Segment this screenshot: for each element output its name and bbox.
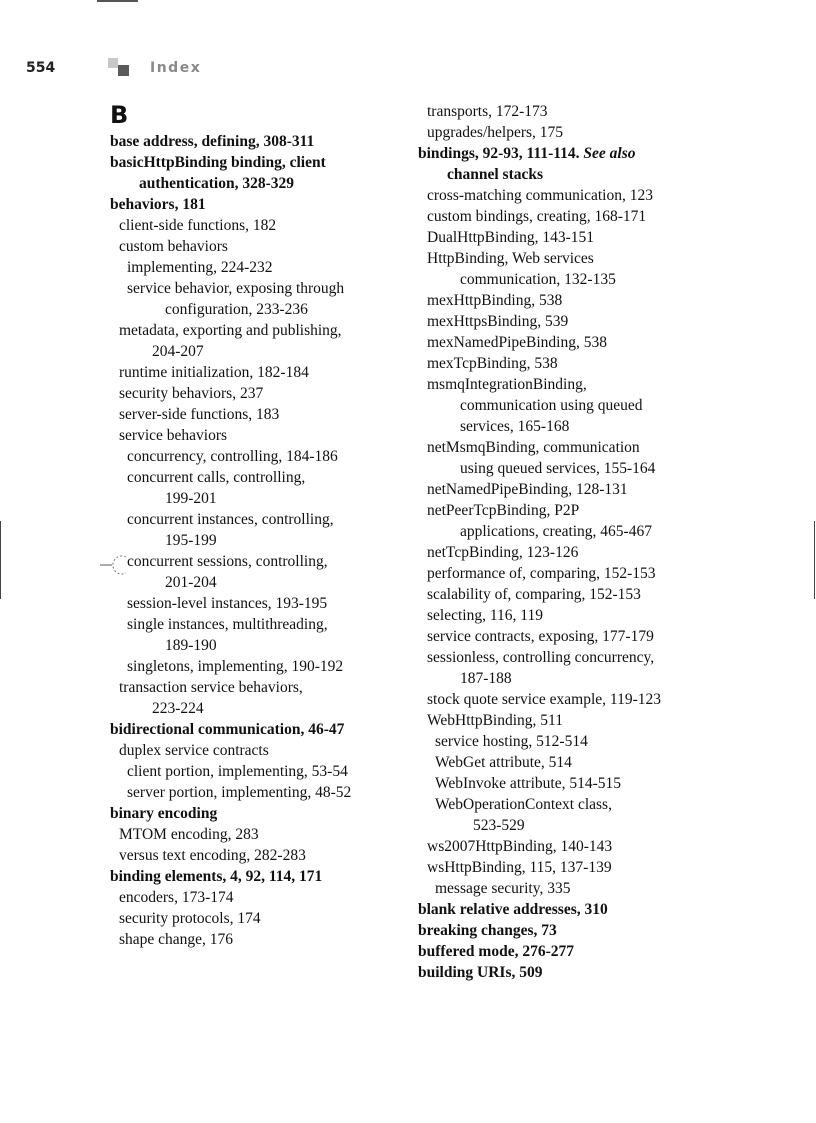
- index-entry: [418, 164, 718, 185]
- index-entry: [418, 899, 718, 920]
- right-entry-list: [418, 101, 718, 983]
- index-entry: [110, 425, 410, 446]
- index-entry-text: mexHttpBinding, 538: [427, 292, 563, 309]
- index-entry-text: 187-188: [460, 670, 512, 687]
- index-entry-text: custom bindings, creating, 168-171: [427, 208, 647, 225]
- page-number: 554: [26, 60, 56, 76]
- index-entry-text: wsHttpBinding, 115, 137-139: [427, 859, 612, 876]
- index-column-left: [110, 100, 410, 950]
- index-entry: [110, 236, 410, 257]
- right-margin-tick: [814, 521, 815, 599]
- index-entry-text: base address, defining, 308-311: [110, 133, 315, 150]
- running-header: [0, 58, 816, 80]
- index-column-right: [418, 101, 718, 983]
- index-entry-text: binding elements, 4, 92, 114, 171: [110, 868, 323, 885]
- index-entry-text: mexTcpBinding, 538: [427, 355, 558, 372]
- index-entry: [418, 731, 718, 752]
- index-entry: [418, 689, 718, 710]
- index-entry: [418, 206, 718, 227]
- index-entry-text: building URIs, 509: [418, 964, 543, 981]
- index-entry: [110, 362, 410, 383]
- index-entry: [110, 698, 410, 719]
- index-entry: [110, 509, 410, 530]
- index-entry: [418, 878, 718, 899]
- index-entry-text: concurrency, controlling, 184-186: [127, 448, 338, 465]
- index-entry-text: encoders, 173-174: [119, 889, 234, 906]
- header-title: Index: [150, 60, 202, 76]
- index-entry-text: cross-matching communication, 123: [427, 187, 653, 204]
- index-entry-text: security protocols, 174: [119, 910, 261, 927]
- index-entry: [418, 941, 718, 962]
- index-entry-text: buffered mode, 276-277: [418, 943, 574, 960]
- index-entry: [418, 227, 718, 248]
- index-entry-text: concurrent calls, controlling,: [127, 469, 306, 486]
- index-entry: [418, 773, 718, 794]
- see-also-reference: See also: [579, 145, 636, 162]
- index-entry-text: ws2007HttpBinding, 140-143: [427, 838, 613, 855]
- index-entry: [110, 593, 410, 614]
- index-entry: [418, 416, 718, 437]
- index-entry: [110, 173, 410, 194]
- index-entry-text: WebHttpBinding, 511: [427, 712, 563, 729]
- index-entry-text: 201-204: [165, 574, 217, 591]
- index-entry-text: shape change, 176: [119, 931, 234, 948]
- dark-square: [118, 65, 129, 76]
- index-entry-text: HttpBinding, Web services: [427, 250, 594, 267]
- index-entry-text: communication, 132-135: [460, 271, 616, 288]
- index-entry: [418, 920, 718, 941]
- index-entry-text: blank relative addresses, 310: [418, 901, 608, 918]
- index-entry-text: bidirectional communication, 46-47: [110, 721, 345, 738]
- index-entry: [418, 101, 718, 122]
- index-entry: [110, 572, 410, 593]
- index-entry-text: service hosting, 512-514: [435, 733, 588, 750]
- index-entry: [110, 761, 410, 782]
- index-entry-text: metadata, exporting and publishing,: [119, 322, 342, 339]
- index-entry-text: server-side functions, 183: [119, 406, 280, 423]
- index-entry: [418, 794, 718, 815]
- index-entry-text: selecting, 116, 119: [427, 607, 543, 624]
- index-entry: [110, 194, 410, 215]
- index-entry-text: message security, 335: [435, 880, 571, 897]
- index-entry: [418, 479, 718, 500]
- left-margin-tick: [0, 521, 1, 599]
- index-entry: [418, 500, 718, 521]
- top-rule: [97, 0, 138, 2]
- index-entry-text: security behaviors, 237: [119, 385, 264, 402]
- index-entry: [418, 626, 718, 647]
- index-entry: [110, 635, 410, 656]
- index-entry-text: netPeerTcpBinding, P2P: [427, 502, 580, 519]
- index-entry-text: behaviors, 181: [110, 196, 206, 213]
- index-entry-text: performance of, comparing, 152-153: [427, 565, 656, 582]
- index-entry: [418, 332, 718, 353]
- index-entry: [110, 467, 410, 488]
- index-entry: [110, 929, 410, 950]
- index-entry-text: applications, creating, 465-467: [460, 523, 652, 540]
- index-entry: [418, 710, 718, 731]
- index-entry-text: duplex service contracts: [119, 742, 269, 759]
- index-entry: [110, 131, 410, 152]
- index-entry-text: channel stacks: [447, 166, 544, 183]
- index-entry-text: upgrades/helpers, 175: [427, 124, 564, 141]
- index-entry-text: WebGet attribute, 514: [435, 754, 572, 771]
- index-entry-text: breaking changes, 73: [418, 922, 557, 939]
- index-entry-text: WebOperationContext class,: [435, 796, 612, 813]
- index-entry: [110, 152, 410, 173]
- index-entry-text: stock quote service example, 119-123: [427, 691, 662, 708]
- index-entry-text: services, 165-168: [460, 418, 570, 435]
- index-entry: [418, 143, 718, 164]
- index-entry: [110, 215, 410, 236]
- index-entry-text: 204-207: [152, 343, 204, 360]
- section-squares-icon: [108, 58, 134, 78]
- index-entry-text: mexHttpsBinding, 539: [427, 313, 569, 330]
- index-entry: [418, 311, 718, 332]
- index-entry: [418, 647, 718, 668]
- index-entry: [418, 374, 718, 395]
- index-entry: [110, 320, 410, 341]
- index-entry-text: authentication, 328-329: [139, 175, 294, 192]
- index-entry-text: mexNamedPipeBinding, 538: [427, 334, 607, 351]
- index-entry: [418, 542, 718, 563]
- index-entry-text: client portion, implementing, 53-54: [127, 763, 348, 780]
- left-entry-list: [110, 131, 410, 950]
- index-entry-text: netNamedPipeBinding, 128-131: [427, 481, 628, 498]
- index-entry: [110, 803, 410, 824]
- index-entry: [418, 521, 718, 542]
- index-entry-text: configuration, 233-236: [165, 301, 308, 318]
- index-entry: [418, 353, 718, 374]
- index-entry: [418, 584, 718, 605]
- index-entry: [110, 656, 410, 677]
- index-entry: [110, 677, 410, 698]
- index-entry-text: DualHttpBinding, 143-151: [427, 229, 595, 246]
- index-entry-text: service behaviors: [119, 427, 228, 444]
- index-entry-text: transports, 172-173: [427, 103, 548, 120]
- index-entry: [110, 446, 410, 467]
- index-entry: [110, 341, 410, 362]
- index-entry: [418, 122, 718, 143]
- index-entry: [418, 248, 718, 269]
- index-entry-text: concurrent instances, controlling,: [127, 511, 334, 528]
- index-entry-text: service contracts, exposing, 177-179: [427, 628, 654, 645]
- index-entry-text: communication using queued: [460, 397, 643, 414]
- index-entry: [110, 614, 410, 635]
- index-entry-text: MTOM encoding, 283: [119, 826, 259, 843]
- index-entry: [110, 740, 410, 761]
- index-entry-text: custom behaviors: [119, 238, 228, 255]
- index-entry-text: 195-199: [165, 532, 217, 549]
- index-entry: [418, 752, 718, 773]
- index-entry-text: msmqIntegrationBinding,: [427, 376, 587, 393]
- index-entry: [110, 383, 410, 404]
- index-entry-text: scalability of, comparing, 152-153: [427, 586, 641, 603]
- index-entry-text: singletons, implementing, 190-192: [127, 658, 344, 675]
- index-entry-text: service behavior, exposing through: [127, 280, 345, 297]
- index-entry: [418, 962, 718, 983]
- index-entry: [110, 299, 410, 320]
- index-entry: [110, 404, 410, 425]
- index-entry: [418, 458, 718, 479]
- index-entry-text: 199-201: [165, 490, 217, 507]
- index-entry: [418, 857, 718, 878]
- index-entry: [418, 668, 718, 689]
- index-entry: [418, 605, 718, 626]
- index-entry: [110, 257, 410, 278]
- index-entry: [110, 866, 410, 887]
- index-entry-text: single instances, multithreading,: [127, 616, 328, 633]
- index-entry: [418, 290, 718, 311]
- index-entry: [418, 185, 718, 206]
- index-entry-text: netMsmqBinding, communication: [427, 439, 640, 456]
- index-entry-text: binary encoding: [110, 805, 218, 822]
- index-entry: [418, 836, 718, 857]
- index-entry: [418, 437, 718, 458]
- index-entry-text: client-side functions, 182: [119, 217, 277, 234]
- index-entry-text: WebInvoke attribute, 514-515: [435, 775, 621, 792]
- index-entry: [110, 845, 410, 866]
- index-entry-text: implementing, 224-232: [127, 259, 273, 276]
- index-entry-text: sessionless, controlling concurrency,: [427, 649, 655, 666]
- index-entry-text: concurrent sessions, controlling,: [127, 553, 328, 570]
- index-entry-text: netTcpBinding, 123-126: [427, 544, 579, 561]
- section-letter: B: [110, 101, 129, 129]
- index-entry: [110, 551, 410, 572]
- index-entry-text: session-level instances, 193-195: [127, 595, 328, 612]
- index-entry-text: 523-529: [473, 817, 525, 834]
- index-entry: [110, 719, 410, 740]
- index-entry-text: runtime initialization, 182-184: [119, 364, 309, 381]
- index-entry-text: 189-190: [165, 637, 217, 654]
- index-entry: [418, 815, 718, 836]
- index-entry-text: 223-224: [152, 700, 204, 717]
- index-entry: [110, 908, 410, 929]
- index-entry-text: bindings, 92-93, 111-114.: [418, 145, 580, 162]
- index-entry: [110, 278, 410, 299]
- light-square: [108, 58, 118, 68]
- index-entry: [110, 887, 410, 908]
- index-entry-text: server portion, implementing, 48-52: [127, 784, 352, 801]
- index-entry-text: using queued services, 155-164: [460, 460, 656, 477]
- index-entry: [110, 488, 410, 509]
- index-entry: [110, 824, 410, 845]
- index-entry-text: versus text encoding, 282-283: [119, 847, 306, 864]
- index-entry: [110, 530, 410, 551]
- index-entry: [110, 782, 410, 803]
- index-entry: [418, 563, 718, 584]
- index-entry-text: transaction service behaviors,: [119, 679, 303, 696]
- index-entry: [418, 269, 718, 290]
- index-entry: [418, 395, 718, 416]
- index-entry-text: basicHttpBinding binding, client: [110, 154, 326, 171]
